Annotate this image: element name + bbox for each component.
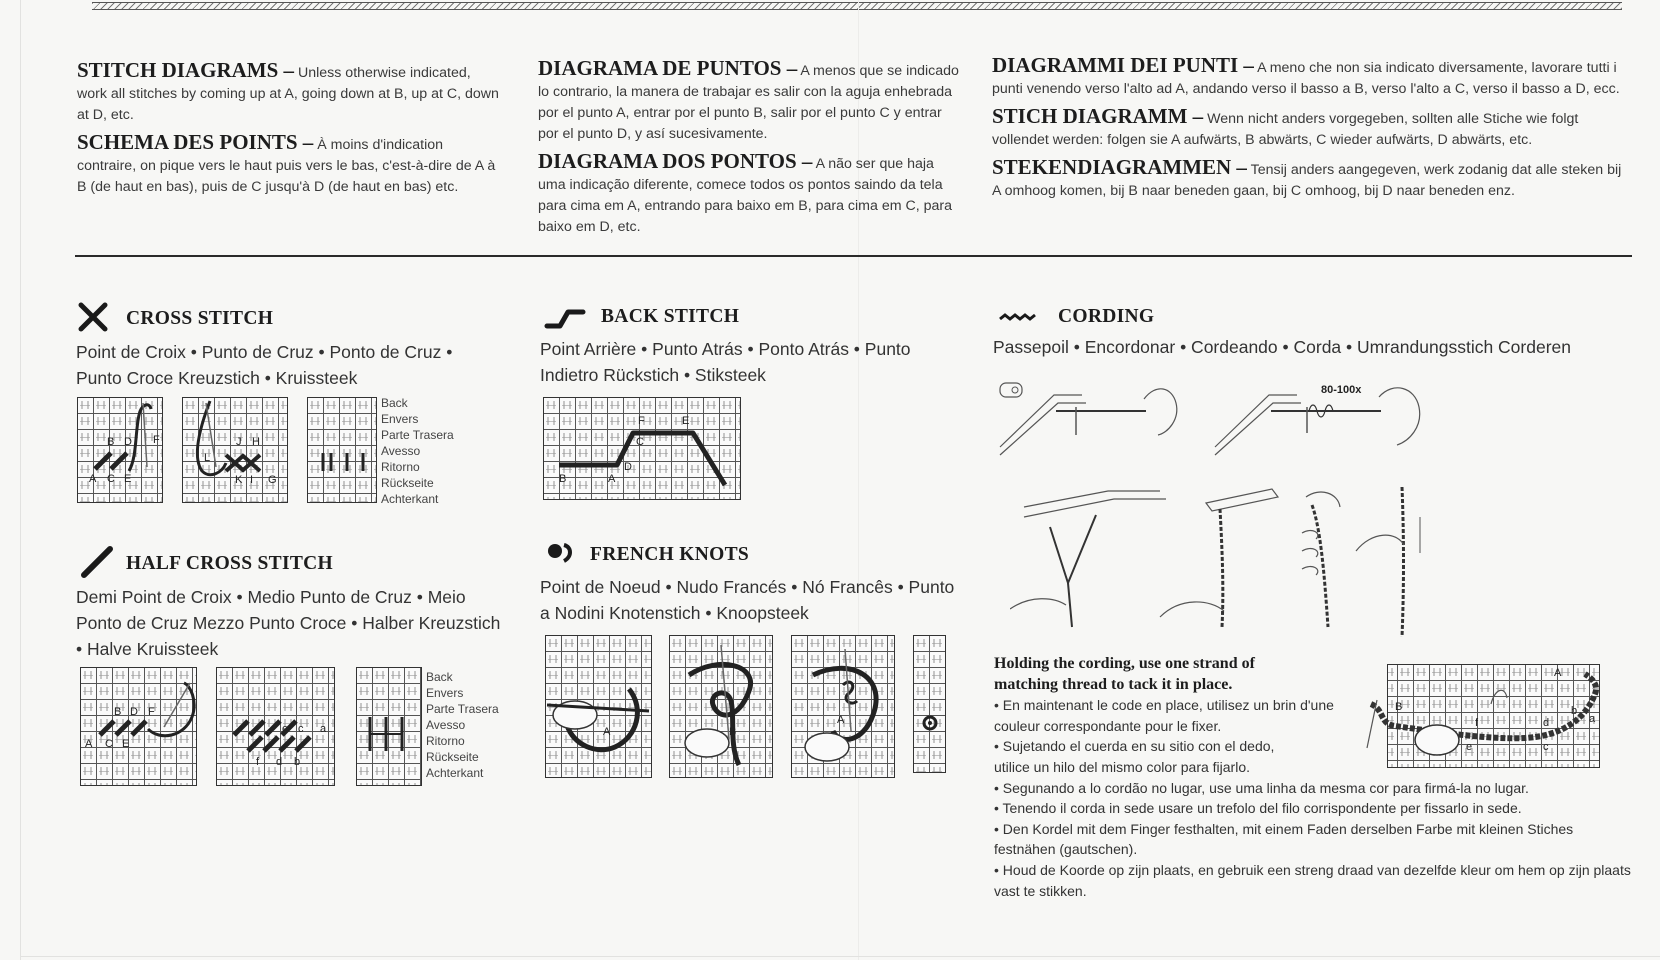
- diagram-letter: d: [276, 756, 283, 768]
- half-cross-stitch-diagram-2: [216, 667, 335, 786]
- half-cross-stitch-back-diagram: [356, 667, 422, 786]
- cross-stitch-languages: Point de Croix • Punto de Cruz • Ponto de Cruz • Punto Croce Kreuzstich • Kruissteek: [76, 342, 453, 388]
- diagram-letter: D: [624, 461, 632, 473]
- cording-languages: Passepoil • Encordonar • Cordeando • Corda • Umrandungsstich Corderen: [993, 337, 1572, 357]
- half-cross-stitch-icon: [80, 545, 114, 579]
- section-divider: [75, 255, 1632, 257]
- page-edge-bottom: [20, 956, 1660, 957]
- back-stitch-title: BACK STITCH: [601, 306, 740, 327]
- half-cross-stitch-diagram-1: [80, 667, 197, 786]
- diagram-letter: c: [1543, 741, 1549, 753]
- intro-title: STEKENDIAGRAMMEN –: [992, 155, 1247, 179]
- caption-line: Achterkant: [381, 492, 439, 506]
- diagram-letter: D: [130, 706, 138, 718]
- diagram-letter: A: [89, 473, 97, 485]
- intro-column-3: [992, 49, 1622, 208]
- intro-title: DIAGRAMA DE PUNTOS –: [538, 56, 798, 80]
- caption-line: Ritorno: [381, 460, 420, 474]
- cording-tack-diagram: [1365, 664, 1605, 776]
- cording-title: CORDING: [1058, 306, 1155, 327]
- cross-stitch-diagram-2: [182, 397, 288, 503]
- diagram-letter: a: [320, 723, 327, 735]
- back-caption-half: [426, 669, 499, 781]
- diagram-letter: K: [235, 474, 243, 486]
- intro-body: Wenn nicht anders vorgegeben, sollten alle Stiche wie folgt vollendet werden: folgen sie A aufwärts, B abwärts, C wieder aufwärts, D abwärts, etc.: [992, 111, 1579, 148]
- holding-line: • Tenendo il corda in sede usare un trefolo del filo corrispondente per fissarlo in sede.: [994, 800, 1522, 817]
- french-knots-languages: Point de Noeud • Nudo Francés • Nó Francês • Punto a Nodini Knotenstich • Knoopsteek: [540, 577, 955, 623]
- diagram-letter: e: [282, 723, 289, 735]
- diagram-letter: a: [1589, 713, 1596, 725]
- intro-body: A não ser que haja uma indicação diferente, comece todos os pontos saindo da tela para cima em A, entrando para baixo em B, para cima em C, para baixo em D, etc.: [538, 156, 952, 235]
- caption-line: Parte Trasera: [426, 702, 499, 716]
- diagram-letter: C: [105, 738, 113, 750]
- diagram-letter: f: [256, 756, 260, 768]
- french-knot-diagram-2: [669, 635, 773, 778]
- back-stitch-icon: [544, 306, 586, 330]
- caption-line: Ritorno: [426, 734, 465, 748]
- diagram-letter: G: [268, 474, 277, 486]
- top-decorative-border: [92, 2, 1622, 10]
- french-knot-diagram-1: [545, 635, 652, 778]
- diagram-letter: F: [153, 434, 160, 446]
- holding-line: • Segunando a lo cordão no lugar, use uma linha da mesma cor para firmá-la no lugar.: [994, 779, 1529, 796]
- cording-twist-illustration-steps: [1010, 487, 1590, 637]
- intro-title: STITCH DIAGRAMS –: [77, 58, 295, 82]
- caption-line: Rückseite: [426, 750, 479, 764]
- diagram-letter: F: [148, 706, 155, 718]
- intro-column-1: [77, 54, 499, 204]
- diagram-letter: C: [636, 436, 644, 448]
- caption-line: Avesso: [381, 444, 421, 458]
- diagram-letter: D: [124, 436, 132, 448]
- holding-title: Holding the cording, use one strand of matching thread to tack it in place.: [994, 655, 1255, 693]
- diagram-letter: d: [1543, 717, 1550, 729]
- diagram-letter: A: [603, 726, 611, 738]
- caption-line: Avesso: [426, 718, 466, 732]
- diagram-letter: I: [250, 474, 254, 486]
- back-caption-cross: [381, 395, 454, 507]
- half-cross-stitch-title: HALF CROSS STITCH: [126, 553, 334, 574]
- holding-line: • Den Kordel mit dem Finger festhalten, mit einem Faden derselben Farbe mit kleinen Stiches festnähen (gautschen).: [994, 820, 1574, 858]
- diagram-letter: A: [608, 473, 616, 485]
- diagram-letter: A: [837, 714, 845, 726]
- cording-count: 80-100x: [1321, 384, 1362, 396]
- french-knot-diagram-3: [791, 635, 895, 778]
- intro-title: DIAGRAMMI DEI PUNTI –: [992, 53, 1254, 77]
- diagram-letter: b: [294, 756, 301, 768]
- diagram-letter: H: [252, 436, 260, 448]
- diagram-letter: b: [1571, 705, 1578, 717]
- diagram-letter: A: [85, 738, 93, 750]
- caption-line: Envers: [426, 686, 464, 700]
- holding-line: • Houd de Koorde op zijn plaats, en gebruik een streng draad van dezelfde kleur om hem op zijn plaats vast te stikken.: [994, 861, 1631, 899]
- diagram-letter: E: [122, 738, 130, 750]
- diagram-letter: B: [114, 706, 122, 718]
- caption-line: Back: [381, 396, 408, 410]
- diagram-letter: B: [107, 436, 115, 448]
- cross-stitch-back-diagram: [307, 397, 377, 503]
- diagram-letter: C: [107, 473, 115, 485]
- holding-line: • En maintenant le code en place, utilisez un brin d'une couleur correspondante pour le fixer.: [994, 697, 1334, 734]
- diagram-letter: L: [204, 452, 211, 464]
- cross-stitch-title: CROSS STITCH: [126, 308, 274, 329]
- diagram-letter: J: [236, 436, 242, 448]
- caption-line: Parte Trasera: [381, 428, 454, 442]
- diagram-letter: A: [1554, 667, 1562, 679]
- intro-title: SCHEMA DES POINTS –: [77, 130, 314, 154]
- intro-body: A meno che non sia indicato diversamente, lavorare tutti i punti venendo verso l'alto ad A, andando verso il basso a B, verso l'alto a C, verso il basso a D, ecc.: [992, 60, 1620, 97]
- french-knot-back-diagram: [913, 635, 946, 773]
- diagram-letter: f: [1475, 717, 1479, 729]
- diagram-letter: B: [729, 726, 737, 738]
- diagram-letter: E: [682, 415, 690, 427]
- caption-line: Back: [426, 670, 453, 684]
- intro-title: DIAGRAMA DOS PONTOS –: [538, 149, 813, 173]
- diagram-letter: F: [638, 415, 645, 427]
- intro-body: Tensij anders aangegeven, werk zodanig dat alle steken bij A omhoog komen, bij B naar beneden gaan, bij C omhoog, bij D naar beneden enz.: [992, 162, 1622, 199]
- cording-twist-illustration-1: [996, 377, 1182, 463]
- half-cross-stitch-languages: Demi Point de Croix • Medio Punto de Cruz • Meio Ponto de Cruz Mezzo Punto Croce • Halber Kreuzstich • Halve Kruissteek: [76, 587, 501, 659]
- intro-body: Unless otherwise indicated, work all stitches by coming up at A, going down at B, up at C, down at D, etc.: [77, 65, 499, 123]
- french-knot-icon: [546, 541, 576, 565]
- cross-stitch-diagram-1: [77, 397, 163, 503]
- diagram-letter: E: [124, 473, 132, 485]
- diagram-letter: c: [298, 723, 304, 735]
- diagram-letter: B: [559, 473, 567, 485]
- diagram-letter: B: [1395, 701, 1403, 713]
- holding-line: • Sujetando el cuerda en su sitio con el dedo, utilice un hilo del mismo color para fijarlo.: [994, 738, 1275, 775]
- caption-line: Achterkant: [426, 766, 484, 780]
- cording-twist-illustration-2: [1211, 377, 1451, 467]
- caption-line: Rückseite: [381, 476, 434, 490]
- back-stitch-diagram: [543, 397, 741, 500]
- cross-stitch-icon: [77, 301, 109, 333]
- intro-column-2: [538, 52, 962, 244]
- page-edge: [20, 0, 21, 960]
- intro-body: À moins d'indication contraire, on pique vers le haut puis vers le bas, c'est-à-dire de A à B (de haut en bas), puis de C jusqu'à D (de haut en bas) etc.: [77, 137, 496, 195]
- intro-body: A menos que se indicado lo contrario, la manera de trabajar es salir con la aguja enhebrada por el punto A, entrar por el punto B, salir por el punto C y entrar por el punto D, y así sucesivamente.: [538, 63, 959, 142]
- diagram-letter: e: [1466, 741, 1473, 753]
- french-knots-title: FRENCH KNOTS: [590, 544, 750, 565]
- back-stitch-languages: Point Arrière • Punto Atrás • Ponto Atrás • Punto Indietro Rückstich • Stiksteek: [540, 339, 911, 385]
- caption-line: Envers: [381, 412, 419, 426]
- intro-title: STICH DIAGRAMM –: [992, 104, 1204, 128]
- cording-icon: [998, 311, 1038, 323]
